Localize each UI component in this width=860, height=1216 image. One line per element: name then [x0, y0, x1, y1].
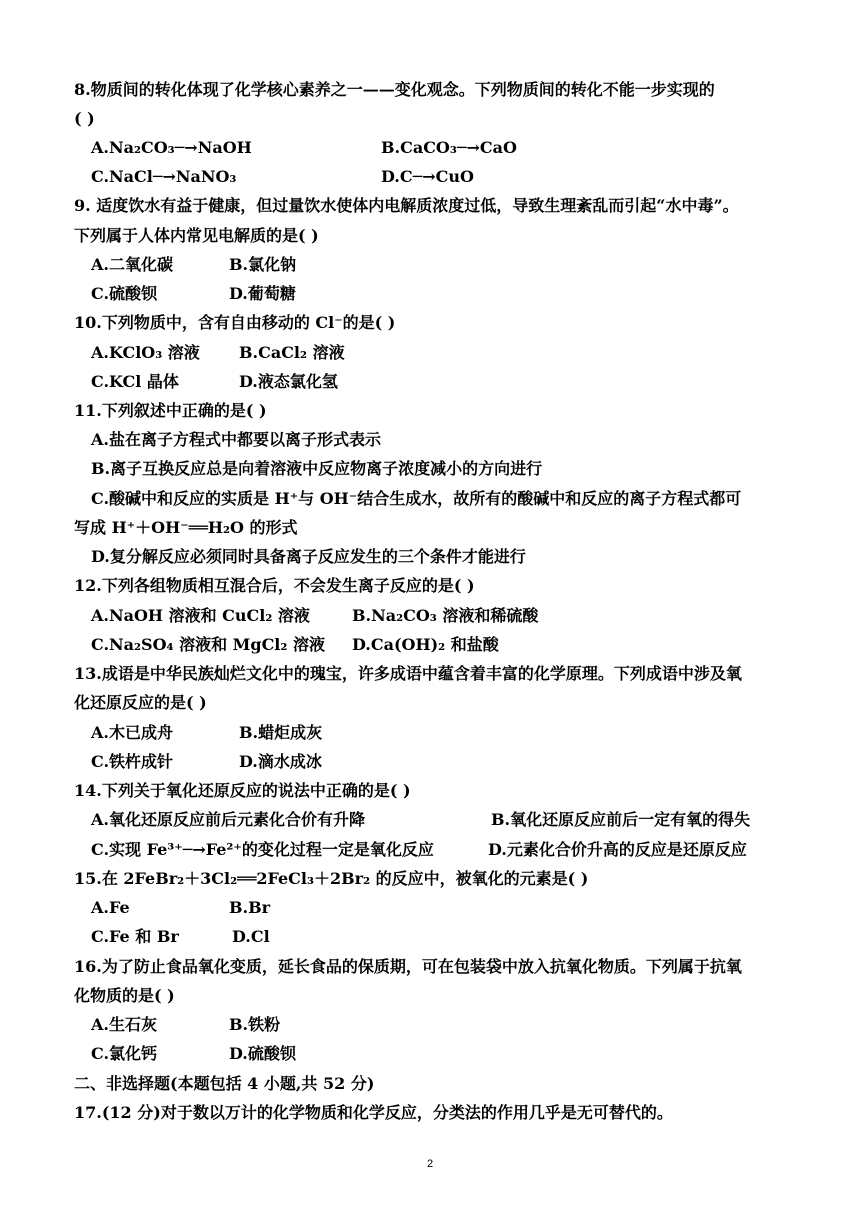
- q16-option-a: A.生石灰: [91, 1015, 157, 1034]
- q14-stem: 14.下列关于氧化还原反应的说法中正确的是( ): [74, 781, 411, 800]
- q10-option-b: B.CaCl₂ 溶液: [239, 343, 345, 362]
- q8-option-b: B.CaCO₃─→CaO: [381, 138, 517, 157]
- q9-option-a: A.二氧化碳: [91, 255, 173, 274]
- q15-option-d: D.Cl: [232, 927, 270, 946]
- q12-option-c: C.Na₂SO₄ 溶液和 MgCl₂ 溶液: [91, 635, 325, 654]
- q16-option-b: B.铁粉: [229, 1015, 281, 1034]
- q9-option-d: D.葡萄糖: [229, 284, 296, 303]
- q13-stem-cont: 化还原反应的是( ): [74, 693, 207, 712]
- section-heading: 二、非选择题(本题包括 4 小题,共 52 分): [74, 1074, 375, 1093]
- q14-option-c: C.实现 Fe³⁺─→Fe²⁺的变化过程一定是氧化反应: [91, 840, 434, 859]
- q14-option-a: A.氧化还原反应前后元素化合价有升降: [91, 810, 365, 829]
- q9-stem: 9. 适度饮水有益于健康，但过量饮水使体内电解质浓度过低，导致生理紊乱而引起“水中毒”。: [74, 196, 739, 215]
- q8-stem: 8.物质间的转化体现了化学核心素养之一——变化观念。下列物质间的转化不能一步实现的: [74, 80, 715, 99]
- q8-option-d: D.C─→CuO: [381, 167, 474, 186]
- q13-stem: 13.成语是中华民族灿烂文化中的瑰宝，许多成语中蕴含着丰富的化学原理。下列成语中涉及氧: [74, 664, 742, 683]
- q12-option-b: B.Na₂CO₃ 溶液和稀硫酸: [352, 606, 539, 625]
- q14-option-b: B.氧化还原反应前后一定有氧的得失: [491, 810, 751, 829]
- q16-stem: 16.为了防止食品氧化变质，延长食品的保质期，可在包装袋中放入抗氧化物质。下列属于抗氧: [74, 957, 742, 976]
- q14-option-d: D.元素化合价升高的反应是还原反应: [488, 840, 747, 859]
- q15-option-c: C.Fe 和 Br: [91, 927, 179, 946]
- q10-stem: 10.下列物质中，含有自由移动的 Cl⁻的是( ): [74, 313, 396, 332]
- q10-option-a: A.KClO₃ 溶液: [91, 343, 200, 362]
- q11-option-c-cont: 写成 H⁺＋OH⁻══H₂O 的形式: [74, 518, 298, 537]
- q13-option-d: D.滴水成冰: [239, 752, 322, 771]
- page-number: 2: [426, 1158, 434, 1170]
- q9-option-b: B.氯化钠: [229, 255, 297, 274]
- q8-option-c: C.NaCl─→NaNO₃: [91, 167, 237, 186]
- q15-option-a: A.Fe: [91, 898, 130, 917]
- q11-stem: 11.下列叙述中正确的是( ): [74, 401, 267, 420]
- q11-option-a: A.盐在离子方程式中都要以离子形式表示: [91, 430, 381, 449]
- q17-stem: 17.(12 分)对于数以万计的化学物质和化学反应，分类法的作用几乎是无可替代的。: [74, 1103, 673, 1122]
- q15-option-b: B.Br: [229, 898, 271, 917]
- q9-stem-cont: 下列属于人体内常见电解质的是( ): [74, 226, 319, 245]
- q8-option-a: A.Na₂CO₃─→NaOH: [91, 138, 252, 157]
- q10-option-d: D.液态氯化氢: [239, 372, 338, 391]
- q16-stem-cont: 化物质的是( ): [74, 986, 175, 1005]
- q11-option-d: D.复分解反应必须同时具备离子反应发生的三个条件才能进行: [91, 547, 526, 566]
- q12-option-d: D.Ca(OH)₂ 和盐酸: [352, 635, 499, 654]
- q13-option-b: B.蜡炬成灰: [239, 723, 323, 742]
- q12-stem: 12.下列各组物质相互混合后，不会发生离子反应的是( ): [74, 576, 475, 595]
- q9-option-c: C.硫酸钡: [91, 284, 158, 303]
- q16-option-c: C.氯化钙: [91, 1044, 158, 1063]
- q13-option-c: C.铁杵成针: [91, 752, 174, 771]
- q12-option-a: A.NaOH 溶液和 CuCl₂ 溶液: [91, 606, 310, 625]
- q16-option-d: D.硫酸钡: [229, 1044, 296, 1063]
- q13-option-a: A.木已成舟: [91, 723, 173, 742]
- q8-answer-blank: ( ): [74, 109, 95, 128]
- q11-option-b: B.离子互换反应总是向着溶液中反应物离子浓度减小的方向进行: [91, 459, 543, 478]
- q10-option-c: C.KCl 晶体: [91, 372, 179, 391]
- q11-option-c: C.酸碱中和反应的实质是 H⁺与 OH⁻结合生成水，故所有的酸碱中和反应的离子方程式都可: [91, 489, 742, 508]
- q15-stem: 15.在 2FeBr₂＋3Cl₂══2FeCl₃＋2Br₂ 的反应中，被氧化的元素是( ): [74, 869, 589, 888]
